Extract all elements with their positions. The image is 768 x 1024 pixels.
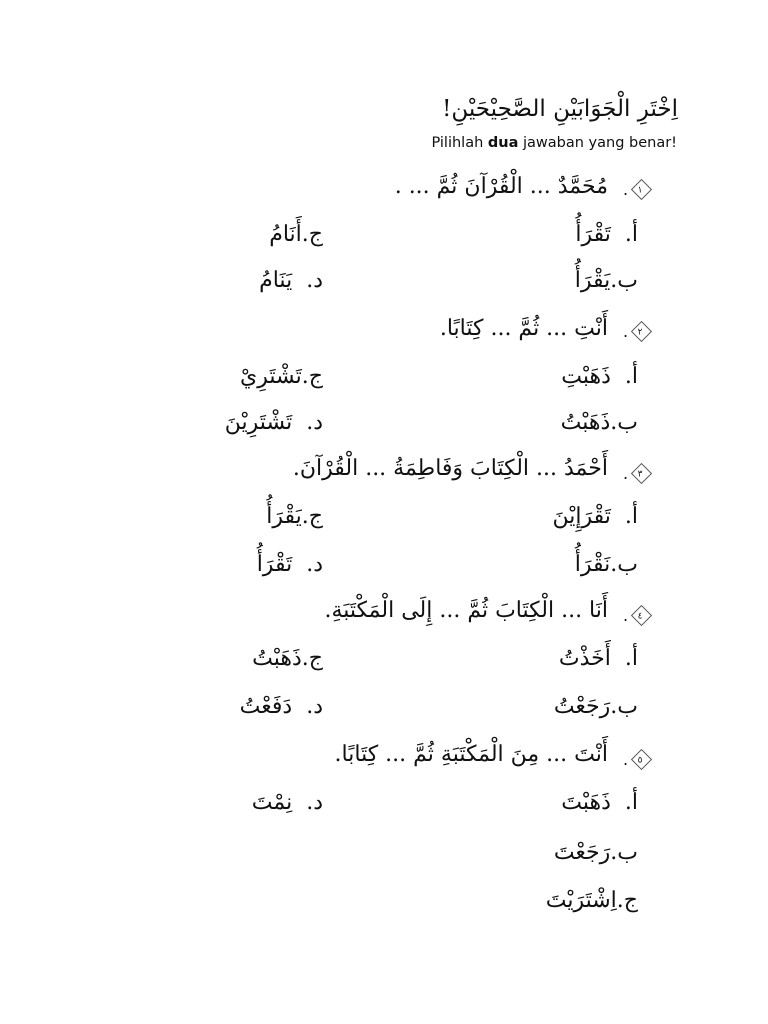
option-c[interactable]: ج.تَشْتَرِيْ	[240, 364, 323, 389]
option-c[interactable]: ج.أَنَامُ	[269, 222, 323, 247]
question-number: . ٣	[621, 464, 651, 483]
option-d[interactable]: د. تَشْتَرِيْنَ	[224, 410, 323, 435]
instruction-text: Pilihlah dua jawaban yang benar!	[431, 135, 677, 151]
option-b[interactable]: ب.ذَهَبْتُ	[560, 410, 638, 435]
option-b[interactable]: ب.رَجَعْتَ	[553, 840, 638, 865]
question-text: أَنْتَ ... مِنَ الْمَكْتَبَةِ ثُمَّ ... كِتَابًا.	[334, 742, 608, 767]
option-c[interactable]: ج.ذَهَبْتُ	[252, 646, 323, 671]
question-text: مُحَمَّدٌ ... الْقُرْآنَ ثُمَّ ... .	[394, 174, 608, 199]
option-d[interactable]: د. يَنَامُ	[259, 268, 323, 293]
option-c[interactable]: ج.يَقْرَأُ	[266, 504, 323, 529]
option-a[interactable]: أ. أَخَذْتُ	[558, 646, 638, 671]
option-d[interactable]: د. تَقْرَأُ	[256, 552, 323, 577]
page-title: اِخْتَرِ الْجَوَابَيْنِ الصَّحِيْحَيْنِ!	[442, 96, 678, 122]
option-c[interactable]: ج.اِشْتَرَيْتَ	[545, 888, 638, 913]
option-d[interactable]: د. نِمْتَ	[251, 790, 323, 815]
option-b[interactable]: ب.يَقْرَأُ	[574, 268, 638, 293]
option-b[interactable]: ب.نَقْرَأُ	[574, 552, 638, 577]
question-number: . ١	[621, 180, 651, 199]
question-text: أَنْتِ ... ثُمَّ ... كِتَابًا.	[439, 316, 608, 341]
question-number: . ٤	[621, 606, 651, 625]
option-b[interactable]: ب.رَجَعْتُ	[553, 694, 638, 719]
question-number: . ٥	[621, 750, 651, 769]
option-d[interactable]: د. دَفَعْتُ	[239, 694, 323, 719]
question-text: أَنَا ... الْكِتَابَ ثُمَّ ... إِلَى الْمَكْتَبَةِ.	[324, 598, 608, 623]
question-number: . ٢	[621, 322, 651, 341]
option-a[interactable]: أ. ذَهَبْتَ	[561, 790, 638, 815]
option-a[interactable]: أ. تَقْرَإِيْنَ	[552, 504, 638, 529]
question-text: أَحْمَدُ ... الْكِتَابَ وَفَاطِمَةُ ... الْقُرْآنَ.	[292, 456, 608, 481]
option-a[interactable]: أ. تَقْرَأُ	[575, 222, 638, 247]
option-a[interactable]: أ. ذَهَبْتِ	[561, 364, 638, 389]
